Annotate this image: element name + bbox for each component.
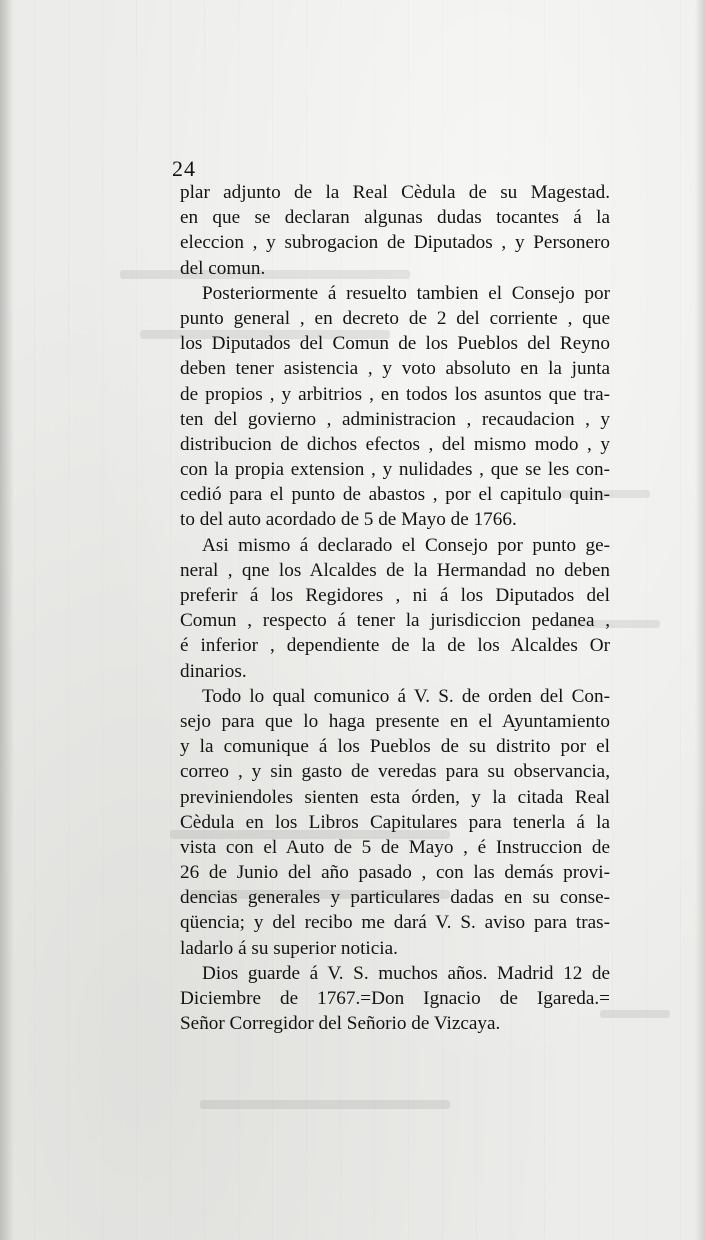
- text-line: en que se declaran algunas dudas tocantes á la: [180, 207, 610, 229]
- text-line: Asi mismo á declarado el Consejo por punto ge-: [202, 534, 610, 556]
- text-line: correo , y sin gasto de veredas para su observancia,: [180, 761, 610, 783]
- text-line: qüencia; y del recibo me dará V. S. aviso para tras-: [180, 912, 610, 934]
- text-line: y la comunique á los Pueblos de su distrito por el: [180, 736, 610, 758]
- text-line: preferir á los Regidores , ni á los Diputados del: [180, 585, 610, 606]
- text-lines: [180, 180, 610, 1036]
- text-line: cedió para el punto de abastos , por el capitulo quin-: [180, 484, 610, 506]
- text-line: del comun.: [180, 257, 266, 279]
- text-line: plar adjunto de la Real Cèdula de su Magestad.: [180, 182, 610, 203]
- text-line: deben tener asistencia , y voto absoluto en la junta: [180, 358, 610, 380]
- text-line: ladarlo á su superior noticia.: [180, 937, 398, 959]
- text-line: punto general , en decreto de 2 del corriente , que: [180, 307, 610, 329]
- text-line: Dios guarde á V. S. muchos años. Madrid 12 de: [202, 962, 610, 984]
- text-line: distribucion de dichos efectos , del mismo modo , y: [180, 433, 610, 455]
- text-line: eleccion , y subrogacion de Diputados , y Personero: [180, 232, 610, 254]
- text-line: Todo lo qual comunico á V. S. de orden del Con-: [202, 685, 610, 707]
- text-line: neral , qne los Alcaldes de la Hermandad no deben: [180, 559, 610, 581]
- text-line: é inferior , dependiente de la de los Alcaldes Or: [180, 635, 610, 657]
- text-line: dencias generales y particulares dadas en su conse-: [180, 887, 610, 909]
- text-line: Diciembre de 1767.=Don Ignacio de Igareda.=: [180, 988, 610, 1009]
- text-line: los Diputados del Comun de los Pueblos del Reyno: [180, 333, 610, 355]
- text-line: ten del govierno , administracion , recaudacion , y: [180, 408, 610, 430]
- text-line: 26 de Junio del año pasado , con las demás provi-: [180, 862, 610, 884]
- text-line: dinarios.: [180, 660, 247, 682]
- page-text: [172, 156, 610, 1036]
- text-line: vista con el Auto de 5 de Mayo , é Instruccion de: [180, 836, 610, 858]
- text-line: con la propia extension , y nulidades , que se les con-: [180, 459, 610, 481]
- text-line: Comun , respecto á tener la jurisdiccion pedanea ,: [180, 610, 610, 632]
- text-line: Señor Corregidor del Señorio de Vizcaya.: [180, 1013, 501, 1035]
- text-line: Posteriormente á resuelto tambien el Consejo por: [202, 282, 610, 304]
- page-number: 24: [172, 156, 196, 181]
- text-line: Cèdula en los Libros Capitulares para tenerla á la: [180, 811, 610, 833]
- text-line: previniendoles sienten esta órden, y la citada Real: [180, 786, 610, 808]
- text-line: to del auto acordado de 5 de Mayo de 1766.: [180, 509, 517, 531]
- text-line: de propios , y arbitrios , en todos los asuntos que tra-: [180, 383, 610, 405]
- text-line: sejo para que lo haga presente en el Ayuntamiento: [180, 710, 610, 732]
